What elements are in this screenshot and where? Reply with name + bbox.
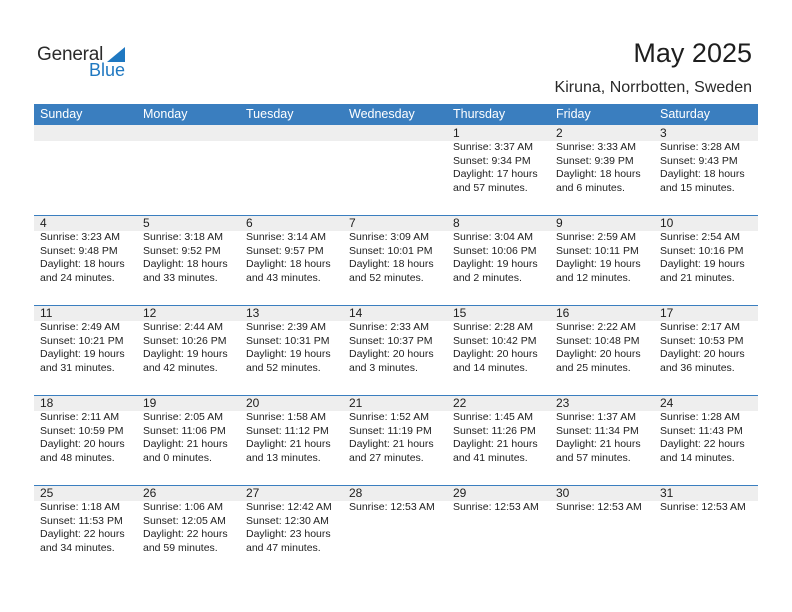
day-number: 12	[143, 306, 157, 320]
sun-info-line: Daylight: 18 hours	[40, 258, 125, 271]
day-cell	[34, 485, 137, 555]
sun-info-line: Sunset: 11:53 PM	[40, 514, 123, 527]
sun-info-line: and 43 minutes.	[246, 271, 321, 284]
sun-info-line: Sunrise: 3:37 AM	[453, 141, 533, 153]
sun-info-line: Sunrise: 12:53 AM	[660, 501, 746, 513]
day-number: 7	[349, 216, 356, 230]
day-cell	[447, 215, 550, 285]
day-cell	[34, 125, 137, 195]
day-cell	[654, 215, 758, 285]
day-cell	[240, 485, 343, 555]
sun-info-line: Daylight: 21 hours	[143, 438, 228, 451]
sun-info-line: Sunrise: 2:22 AM	[556, 321, 636, 333]
day-cell	[654, 485, 758, 555]
day-cell	[343, 305, 447, 375]
day-cell	[550, 305, 654, 375]
sun-info-line: Daylight: 19 hours	[246, 348, 331, 361]
sun-info-line: Sunset: 10:53 PM	[660, 334, 744, 347]
sun-info-line: and 57 minutes.	[453, 181, 528, 194]
sun-info-line: Sunrise: 3:18 AM	[143, 231, 223, 243]
calendar-weeks	[34, 125, 758, 575]
sun-info-line: Sunrise: 1:28 AM	[660, 411, 740, 423]
sun-info-line: Sunrise: 2:59 AM	[556, 231, 636, 243]
sun-info-line: Daylight: 19 hours	[660, 258, 745, 271]
day-number: 20	[246, 396, 260, 410]
sun-info-line: Daylight: 22 hours	[660, 438, 745, 451]
weekday-header-2: Tuesday	[246, 107, 294, 121]
sun-info-line: Daylight: 18 hours	[556, 168, 641, 181]
logo-word-general: General	[37, 44, 104, 65]
sun-info-line: Sunrise: 2:05 AM	[143, 411, 223, 423]
sun-info-line: and 12 minutes.	[556, 271, 631, 284]
sun-info-line: Sunrise: 3:23 AM	[40, 231, 120, 243]
day-cell	[654, 305, 758, 375]
sun-info-line: and 48 minutes.	[40, 451, 115, 464]
sun-info-line: Sunrise: 2:33 AM	[349, 321, 429, 333]
day-cell	[240, 395, 343, 465]
weekday-header-3: Wednesday	[349, 107, 415, 121]
sun-info-line: Sunrise: 3:14 AM	[246, 231, 326, 243]
sun-info-line: Daylight: 17 hours	[453, 168, 538, 181]
day-cell	[34, 305, 137, 375]
day-cell	[137, 305, 240, 375]
sun-info-line: and 52 minutes.	[349, 271, 424, 284]
sun-info-line: Sunrise: 3:33 AM	[556, 141, 636, 153]
day-number: 23	[556, 396, 570, 410]
week-row	[34, 305, 758, 395]
day-cell	[447, 305, 550, 375]
sun-info-line: and 14 minutes.	[453, 361, 528, 374]
weekday-header-row	[34, 104, 758, 125]
weekday-header-6: Saturday	[660, 107, 711, 121]
day-cell	[447, 485, 550, 555]
day-number	[246, 125, 343, 141]
sun-info-line: Sunset: 11:06 PM	[143, 424, 226, 437]
calendar-grid	[34, 104, 758, 575]
sun-info-line: and 41 minutes.	[453, 451, 528, 464]
day-cell	[343, 125, 447, 195]
day-number: 19	[143, 396, 157, 410]
weekday-header-4: Thursday	[453, 107, 506, 121]
sun-info-line: and 2 minutes.	[453, 271, 522, 284]
sun-info-line: Daylight: 20 hours	[660, 348, 745, 361]
sun-info-line: Sunset: 9:39 PM	[556, 154, 634, 167]
day-number: 27	[246, 486, 260, 500]
day-cell	[34, 215, 137, 285]
sun-info-line: Sunset: 10:06 PM	[453, 244, 537, 257]
day-cell	[343, 485, 447, 555]
day-cell	[447, 125, 550, 195]
sun-info-line: Sunrise: 3:09 AM	[349, 231, 429, 243]
sun-info-line: and 33 minutes.	[143, 271, 218, 284]
sun-info-line: Daylight: 19 hours	[143, 348, 228, 361]
logo-word-blue: Blue	[89, 60, 126, 80]
day-cell	[137, 395, 240, 465]
sun-info-line: Daylight: 18 hours	[246, 258, 331, 271]
sun-info-line: and 3 minutes.	[349, 361, 418, 374]
sun-info-line: and 27 minutes.	[349, 451, 424, 464]
sun-info-line: and 31 minutes.	[40, 361, 115, 374]
sun-info-line: Sunrise: 3:28 AM	[660, 141, 740, 153]
day-number: 3	[660, 126, 667, 140]
day-cell	[654, 395, 758, 465]
sun-info-line: Sunrise: 2:17 AM	[660, 321, 740, 333]
sun-info-line: Sunrise: 12:42 AM	[246, 501, 332, 513]
sun-info-line: Sunrise: 2:54 AM	[660, 231, 740, 243]
day-number: 14	[349, 306, 363, 320]
sun-info-line: Sunrise: 1:52 AM	[349, 411, 429, 423]
sun-info-line: and 42 minutes.	[143, 361, 218, 374]
sun-info-line: Sunrise: 2:11 AM	[40, 411, 120, 423]
sun-info-line: Sunset: 11:34 PM	[556, 424, 639, 437]
sun-info-line: and 59 minutes.	[143, 541, 218, 554]
sun-info-line: and 0 minutes.	[143, 451, 212, 464]
day-number	[143, 125, 240, 141]
day-number: 5	[143, 216, 150, 230]
sun-info-line: Sunrise: 1:45 AM	[453, 411, 533, 423]
weekday-header-5: Friday	[556, 107, 591, 121]
day-number: 8	[453, 216, 460, 230]
day-cell	[137, 215, 240, 285]
day-number: 15	[453, 306, 467, 320]
day-cell	[343, 215, 447, 285]
sun-info-line: and 57 minutes.	[556, 451, 631, 464]
day-number: 6	[246, 216, 253, 230]
sun-info-line: Sunset: 11:12 PM	[246, 424, 329, 437]
day-number: 11	[40, 306, 53, 320]
day-number: 26	[143, 486, 157, 500]
sun-info-line: Sunset: 10:37 PM	[349, 334, 433, 347]
day-cell	[137, 125, 240, 195]
sun-info-line: Sunrise: 12:53 AM	[556, 501, 642, 513]
sun-info-line: Sunrise: 2:44 AM	[143, 321, 223, 333]
sun-info-line: Sunset: 9:48 PM	[40, 244, 118, 257]
sun-info-line: Sunset: 9:34 PM	[453, 154, 531, 167]
day-number: 22	[453, 396, 467, 410]
sun-info-line: Daylight: 21 hours	[453, 438, 538, 451]
day-number: 30	[556, 486, 570, 500]
day-cell	[240, 125, 343, 195]
week-row	[34, 395, 758, 485]
day-number: 16	[556, 306, 570, 320]
day-cell	[654, 125, 758, 195]
sun-info-line: Sunrise: 2:49 AM	[40, 321, 120, 333]
sun-info-line: Sunset: 12:05 AM	[143, 514, 226, 527]
sun-info-line: Sunset: 10:11 PM	[556, 244, 639, 257]
day-number: 29	[453, 486, 467, 500]
sun-info-line: Sunset: 10:31 PM	[246, 334, 330, 347]
day-number: 21	[349, 396, 363, 410]
sun-info-line: and 14 minutes.	[660, 451, 735, 464]
sun-info-line: Sunset: 9:57 PM	[246, 244, 324, 257]
sun-info-line: Sunrise: 1:18 AM	[40, 501, 120, 513]
sun-info-line: Daylight: 23 hours	[246, 528, 331, 541]
day-number: 31	[660, 486, 674, 500]
sun-info-line: Sunset: 11:26 PM	[453, 424, 536, 437]
day-cell	[34, 395, 137, 465]
sun-info-line: Daylight: 18 hours	[349, 258, 434, 271]
sun-info-line: Sunset: 12:30 AM	[246, 514, 329, 527]
sun-info-line: Sunset: 10:48 PM	[556, 334, 640, 347]
sun-info-line: Sunrise: 3:04 AM	[453, 231, 533, 243]
sun-info-line: and 52 minutes.	[246, 361, 321, 374]
page-title: May 2025	[633, 38, 752, 68]
day-number: 25	[40, 486, 54, 500]
day-cell	[550, 485, 654, 555]
sun-info-line: Daylight: 21 hours	[556, 438, 641, 451]
sun-info-line: Sunrise: 1:37 AM	[556, 411, 636, 423]
sun-info-line: Daylight: 22 hours	[143, 528, 228, 541]
day-cell	[240, 305, 343, 375]
location-subtitle: Kiruna, Norrbotten, Sweden	[554, 79, 752, 96]
sun-info-line: Sunrise: 1:58 AM	[246, 411, 326, 423]
sun-info-line: Sunset: 10:16 PM	[660, 244, 744, 257]
sun-info-line: Sunrise: 12:53 AM	[349, 501, 435, 513]
day-number: 2	[556, 126, 563, 140]
day-number	[40, 125, 137, 141]
sun-info-line: Sunset: 10:59 PM	[40, 424, 124, 437]
day-cell	[550, 395, 654, 465]
sun-info-line: Sunrise: 2:39 AM	[246, 321, 326, 333]
sun-info-line: Daylight: 20 hours	[40, 438, 125, 451]
sun-info-line: Daylight: 19 hours	[556, 258, 641, 271]
day-number	[349, 125, 447, 141]
sun-info-line: Daylight: 20 hours	[349, 348, 434, 361]
sun-info-line: Daylight: 18 hours	[143, 258, 228, 271]
sun-info-line: Daylight: 22 hours	[40, 528, 125, 541]
day-cell	[240, 215, 343, 285]
day-cell	[447, 395, 550, 465]
sun-info-line: Sunrise: 1:06 AM	[143, 501, 223, 513]
sun-info-line: and 25 minutes.	[556, 361, 631, 374]
sun-info-line: Sunset: 9:43 PM	[660, 154, 738, 167]
logo	[37, 44, 137, 80]
day-cell	[550, 125, 654, 195]
sun-info-line: Daylight: 20 hours	[453, 348, 538, 361]
day-number: 18	[40, 396, 54, 410]
sun-info-line: Daylight: 21 hours	[349, 438, 434, 451]
sun-info-line: and 34 minutes.	[40, 541, 115, 554]
sun-info-line: and 21 minutes.	[660, 271, 735, 284]
sun-info-line: Daylight: 18 hours	[660, 168, 745, 181]
day-number: 24	[660, 396, 674, 410]
sun-info-line: and 36 minutes.	[660, 361, 735, 374]
week-row	[34, 215, 758, 305]
sun-info-line: and 6 minutes.	[556, 181, 625, 194]
sun-info-line: Daylight: 19 hours	[453, 258, 538, 271]
sun-info-line: Sunset: 10:26 PM	[143, 334, 227, 347]
day-number: 28	[349, 486, 363, 500]
sun-info-line: and 13 minutes.	[246, 451, 321, 464]
sun-info-line: and 24 minutes.	[40, 271, 115, 284]
day-cell	[550, 215, 654, 285]
sun-info-line: Sunset: 11:43 PM	[660, 424, 743, 437]
sun-info-line: Sunset: 11:19 PM	[349, 424, 432, 437]
day-cell	[343, 395, 447, 465]
day-cell	[137, 485, 240, 555]
day-number: 1	[453, 126, 460, 140]
sun-info-line: Sunrise: 2:28 AM	[453, 321, 533, 333]
sun-info-line: Sunset: 10:21 PM	[40, 334, 124, 347]
day-number: 13	[246, 306, 260, 320]
weekday-header-1: Monday	[143, 107, 188, 121]
day-number: 10	[660, 216, 674, 230]
sun-info-line: Daylight: 21 hours	[246, 438, 331, 451]
sun-info-line: Daylight: 20 hours	[556, 348, 641, 361]
weekday-header-0: Sunday	[40, 107, 83, 121]
week-row	[34, 125, 758, 215]
week-row	[34, 485, 758, 575]
day-number: 17	[660, 306, 674, 320]
day-number: 9	[556, 216, 563, 230]
day-number: 4	[40, 216, 47, 230]
sun-info-line: Sunset: 9:52 PM	[143, 244, 221, 257]
sun-info-line: and 15 minutes.	[660, 181, 735, 194]
sun-info-line: Sunset: 10:42 PM	[453, 334, 537, 347]
sun-info-line: Sunrise: 12:53 AM	[453, 501, 539, 513]
sun-info-line: Daylight: 19 hours	[40, 348, 125, 361]
sun-info-line: and 47 minutes.	[246, 541, 321, 554]
sun-info-line: Sunset: 10:01 PM	[349, 244, 433, 257]
